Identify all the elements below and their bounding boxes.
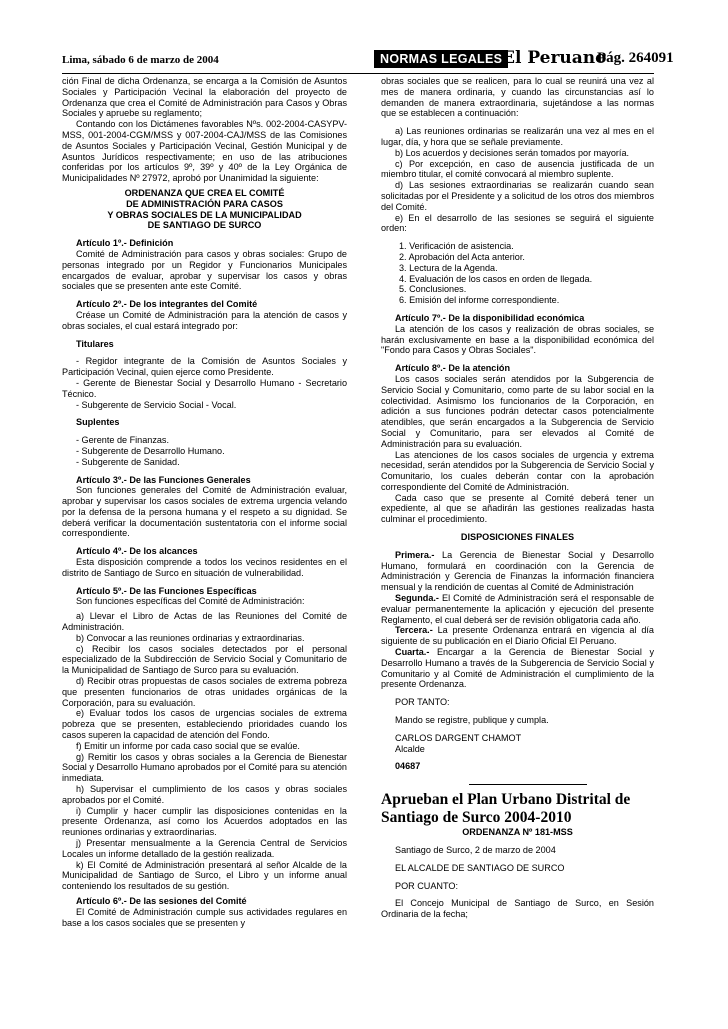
article-headline: Aprueban el Plan Urbano Distrital de Santiago de Surco 2004-2010 — [381, 791, 631, 827]
closing-line: POR CUANTO: — [395, 880, 458, 891]
mayor-line: EL ALCALDE DE SANTIAGO DE SURCO — [395, 862, 565, 873]
list-item: d) Las sesiones extraordinarias se realizarán cuando sean solicitadas por el Presidente y a solicitud de los otros dos miembros del Comité. — [381, 180, 654, 212]
list-heading: Suplentes — [76, 417, 120, 428]
paragraph: ción Final de dicha Ordenanza, se encarga a la Comisión de Asuntos Sociales y Participación Vecinal la elaboración del proyecto de Ordenanza que crea el Comité de Administración para Casos y Obras Sociales y apruebe su reglamento; — [62, 76, 347, 119]
dateline: Santiago de Surco, 2 de marzo de 2004 — [395, 845, 556, 856]
newspaper-logo: El Peruano — [502, 48, 607, 68]
article-title: Artículo 8º.- De la atención — [395, 363, 510, 374]
list-item: 1. Verificación de asistencia. — [399, 241, 514, 252]
list-item: e) En el desarrollo de las sesiones se seguirá el siguiente orden: — [381, 212, 654, 234]
ordinance-title: ORDENANZA QUE CREA EL COMITÉ — [124, 187, 285, 198]
paragraph: Contando con los Dictámenes favorables Nºs. 002-2004-CASYPV-MSS, 001-2004-CGM/MSS y 007-2004-CAJ/MSS de las Comisiones de Asuntos Sociales y Participación Vecinal, Gestión Municipal y de Asuntos Jurídicos respectivamente; en uso de las atribuciones conferidas por los artículos 9º, 39º y 40º de la Ley Orgánica de Municipalidades Nº 27972, aprobó por Unanimidad la siguiente: — [62, 119, 347, 184]
paragraph: Los casos sociales serán atendidos por la Subgerencia de Servicio Social y Comunitario, como parte de su labor social en la colectividad. Asimismo los funcionarios de la Corporación, en adición a sus funciones podrán detectar casos potencialmente atendibles, que serán encargados a la Subgerencia de Servicio Social y Comunitario, para ser elevados al Comité de Administración para su evaluación. — [381, 373, 654, 449]
paragraph: Créase un Comité de Administración para la atención de casos y obras sociales, el cual estará integrado por: — [62, 309, 347, 331]
paragraph: obras sociales que se realicen, para lo cual se reunirá una vez al mes de manera ordinaria, y cuando las circunstancias así lo demanden de manera extraordinaria, sujetándose a las normas que se establecen a continuación: — [381, 76, 654, 119]
paragraph: La atención de los casos y realización de obras sociales, se harán exclusivamente en base a la disponibilidad económica del "Fondo para Casos y Obras Sociales". — [381, 323, 654, 356]
paragraph: El Concejo Municipal de Santiago de Surco, en Sesión Ordinaria de la fecha; — [381, 898, 654, 920]
page-number: Pág. 264091 — [597, 50, 674, 66]
section-title: DISPOSICIONES FINALES — [460, 532, 575, 543]
provision-label: Segunda.- — [395, 593, 439, 604]
paragraph: Son funciones específicas del Comité de Administración: — [76, 596, 305, 607]
list-item: b) Convocar a las reuniones ordinarias y extraordinarias. — [76, 632, 305, 643]
paragraph — [381, 593, 654, 625]
article-title: Artículo 2º.- De los integrantes del Comité — [76, 299, 258, 310]
ordinance-title: DE SANTIAGO DE SURCO — [147, 220, 262, 231]
list-item: i) Cumplir y hacer cumplir las disposiciones contenidas en la presente Ordenanza, así como los Acuerdos adoptados en las reuniones ordinarias y extraordinarias. — [62, 805, 347, 838]
ordinance-title: DE ADMINISTRACIÓN PARA CASOS — [126, 198, 283, 209]
paragraph — [381, 625, 654, 647]
ordinance-title: Y OBRAS SOCIALES DE LA MUNICIPALIDAD — [107, 209, 302, 220]
paragraph: Son funciones generales del Comité de Administración evaluar, aprobar y supervisar los casos sociales de extrema urgencia velando por la defensa de la persona humana y el respeto a su dignidad. Se deberá verificar la documentación sustentatoria con el informe social correspondiente. — [62, 485, 347, 539]
list-item: d) Recibir otras propuestas de casos sociales de extrema pobreza que presenten funcionarios de otras unidades orgánicas de la Corporación, para su evaluación. — [62, 676, 347, 708]
list-item: a) Las reuniones ordinarias se realizarán una vez al mes en el lugar, día, y hora que se señale previamente. — [381, 126, 654, 147]
list-item: c) Por excepción, en caso de ausencia justificada de un miembro titular, el comité convocará al miembro suplente. — [381, 158, 654, 180]
article-title: Artículo 1º.- Definición — [76, 238, 174, 249]
list-item: j) Presentar mensualmente a la Gerencia Central de Servicios Locales un informe detallado de la gestión realizada. — [62, 838, 347, 859]
paragraph — [381, 647, 654, 690]
list-item: k) El Comité de Administración presentará al señor Alcalde de la Municipalidad de Santiago de Surco, el Libro y un informe anual conteniendo los resultados de su gestión. — [62, 859, 347, 892]
paragraph: Cada caso que se presente al Comité deberá tener un expediente, al que se añadirán las gestiones realizadas hasta culminar el procedimiento. — [381, 492, 654, 525]
article-title: Artículo 6º.- De las sesiones del Comité — [76, 895, 247, 906]
provision-label: Primera.- — [395, 549, 435, 560]
list-item: - Regidor integrante de la Comisión de Asuntos Sociales y Participación Vecinal, quien ejerce como Presidente. — [62, 356, 347, 378]
list-item: - Subgerente de Servicio Social - Vocal. — [76, 399, 237, 410]
list-item: 3. Lectura de la Agenda. — [399, 262, 498, 273]
list-item: f) Emitir un informe por cada caso social que se evalúe. — [76, 740, 300, 751]
signer-title: Alcalde — [395, 743, 425, 754]
article-title: Artículo 5º.- De las Funciones Específicas — [76, 585, 257, 596]
provision-text: El Comité de Administración será el responsable de evaluar permanentemente la aplicación y ejecución del presente Reglamento, el cual deberá ser de revisión obligatoria cada año. — [381, 593, 654, 625]
list-item: 5. Conclusiones. — [399, 284, 467, 295]
signer-name: CARLOS DARGENT CHAMOT — [395, 732, 522, 743]
list-item: e) Evaluar todos los casos de urgencias sociales de extrema pobreza que se presenten, estableciendo prioridades cuando los casos superen la capacidad de atención del Fondo. — [62, 708, 347, 741]
header-section-label: NORMAS LEGALES — [374, 50, 508, 68]
paragraph: Comité de Administración para casos y obras sociales: Grupo de personas integrado por un Regidor y Funcionarios Municipales encargados de evaluar, aprobar y supervisar los casos y obras sociales que se presenten ante este Comité. — [62, 248, 347, 292]
provision-text: La Gerencia de Bienestar Social y Desarrollo Humano, formulará en coordinación con la Gerencia de Administración y Gerencia de Finanzas la información financiera mensual y la rendición de cuentas al Comité de Administración — [381, 549, 654, 593]
list-item: b) Los acuerdos y decisiones serán tomados por mayoría. — [395, 147, 630, 158]
paragraph — [381, 550, 654, 593]
page-header — [62, 48, 674, 72]
separator-rule — [469, 784, 587, 785]
closing-line: Mando se registre, publique y cumpla. — [395, 715, 549, 726]
article-title: Artículo 4º.- De los alcances — [76, 546, 198, 557]
article-title: Artículo 7º.- De la disponibilidad económica — [395, 312, 585, 323]
list-item: h) Supervisar el cumplimiento de los casos y obras sociales aprobados por el Comité. — [62, 784, 347, 805]
article-title: Artículo 3º.- De las Funciones Generales — [76, 474, 251, 485]
list-item: - Subgerente de Sanidad. — [76, 456, 180, 467]
list-item: - Subgerente de Desarrollo Humano. — [76, 445, 225, 456]
list-item: g) Remitir los casos y obras sociales a la Gerencia de Bienestar Social y Desarrollo Humano aprobados por el Comité para su atención inmediata. — [62, 751, 347, 784]
list-heading: Titulares — [76, 338, 114, 349]
provision-text: La presente Ordenanza entrará en vigencia al día siguiente de su publicación en el Diario Oficial El Peruano. — [381, 625, 654, 647]
header-date: Lima, sábado 6 de marzo de 2004 — [62, 54, 219, 66]
list-item: a) Llevar el Libro de Actas de las Reuniones del Comité de Administración. — [62, 611, 347, 633]
reference-number: 04687 — [395, 761, 421, 772]
paragraph: Las atenciones de los casos sociales de urgencia y extrema necesidad, serán atendidos por la Subgerencia de Servicio Social y Comunitario, los cuales deberán contar con la aprobación correspondiente del Comité de Administración. — [381, 449, 654, 492]
left-column — [62, 76, 347, 928]
list-item: - Gerente de Finanzas. — [76, 435, 170, 446]
right-column — [381, 76, 654, 920]
provision-label: Tercera.- — [395, 625, 433, 636]
list-item: 2. Aprobación del Acta anterior. — [399, 251, 525, 262]
list-item: c) Recibir los casos sociales detectados por el personal especializado de la Subdirección de Servicio Social y Comunitario de la Municipalidad de Santiago de Surco para su evaluación. — [62, 643, 347, 676]
paragraph: El Comité de Administración cumple sus actividades regulares en base a los casos sociales que se presenten y — [62, 906, 347, 928]
list-item: 6. Emisión del informe correspondiente. — [399, 295, 560, 306]
list-item: - Gerente de Bienestar Social y Desarrollo Humano - Secretario Técnico. — [62, 377, 347, 399]
provision-label: Cuarta.- — [395, 647, 430, 658]
closing-line: POR TANTO: — [395, 697, 450, 708]
ordinance-number: ORDENANZA Nº 181-MSS — [462, 827, 573, 838]
paragraph: Esta disposición comprende a todos los vecinos residentes en el distrito de Santiago de Surco en situación de vulnerabilidad. — [62, 557, 347, 578]
list-item: 4. Evaluación de los casos en orden de llegada. — [399, 273, 593, 284]
header-rule — [62, 73, 654, 74]
provision-text: Encargar a la Gerencia de Bienestar Social y Desarrollo Humano a través de la Subgerencia de Servicio Social y Comunitario y al Comité de Administración el cumplimiento de la presente Ordenanza. — [381, 647, 654, 690]
